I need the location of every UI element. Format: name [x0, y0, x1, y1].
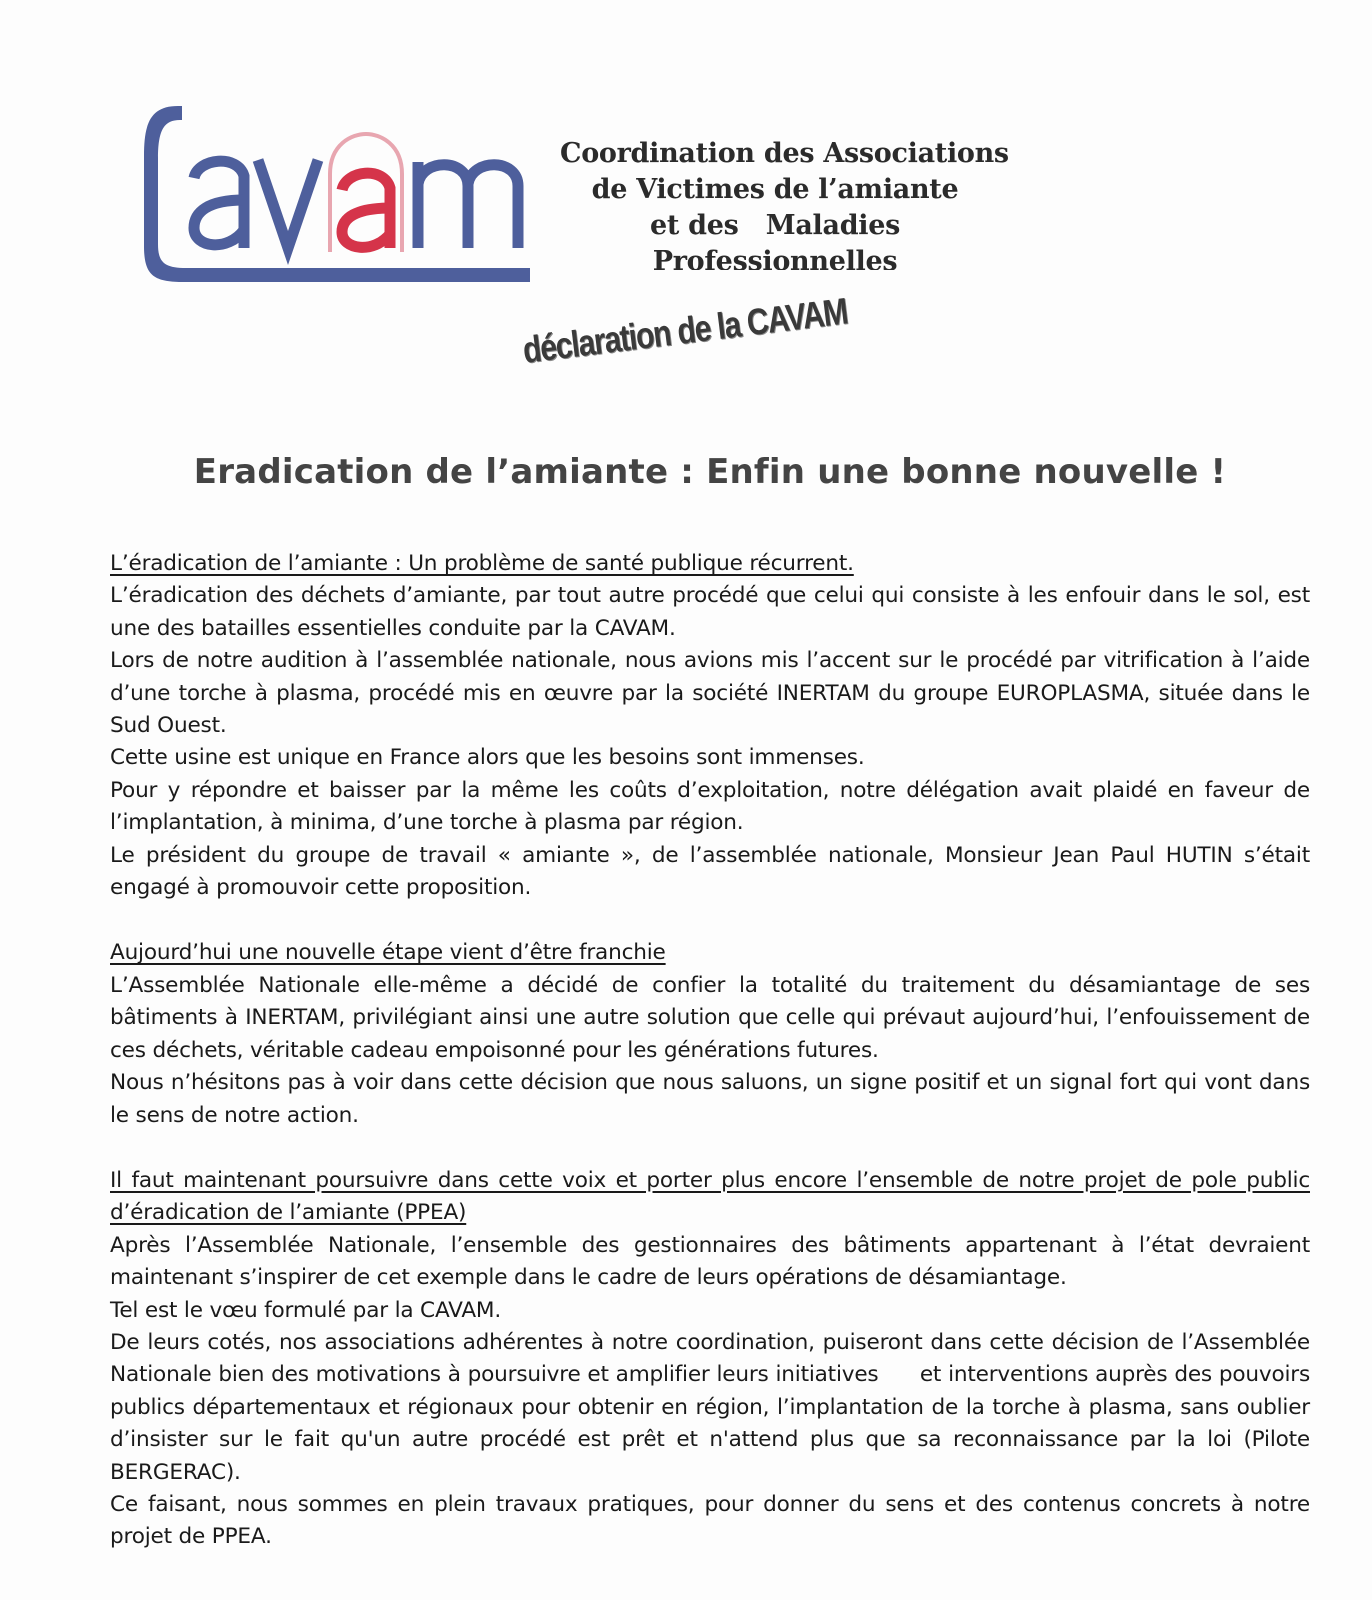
- section-spacer: [110, 1132, 1310, 1165]
- declaration-stamp: déclaration de la CAVAM: [520, 290, 850, 371]
- paragraph: Le président du groupe de travail « amiante », de l’assemblée nationale, Monsieur Jean Paul HUTIN s’était engagé à promouvoir cette proposition.: [110, 842, 1310, 901]
- paragraph: Nous n’hésitons pas à voir dans cette décision que nous saluons, un signe positif et un signal fort qui vont dans le sens de notre action.: [110, 1070, 1310, 1128]
- section: [110, 937, 1310, 1131]
- section-spacer: [110, 904, 1310, 937]
- paragraph: Tel est le vœu formulé par la CAVAM.: [110, 1297, 501, 1323]
- logo-wordmark: [138, 96, 538, 292]
- paragraph: L’éradication des déchets d’amiante, par tout autre procédé que celui qui consiste à les enfouir dans le sol, est une des batailles essentielles conduite par la CAVAM.: [110, 583, 1310, 641]
- organization-name: [560, 136, 1009, 270]
- organization-line: de Victimes de l’amiante: [591, 174, 959, 205]
- organization-line: Professionnelles: [652, 246, 898, 270]
- page-title: Eradication de l’amiante : Enfin une bonne nouvelle !: [193, 452, 1227, 492]
- section-heading: Aujourd’hui une nouvelle étape vient d’être franchie: [110, 940, 666, 966]
- paragraph: Cette usine est unique en France alors que les besoins sont immenses.: [110, 745, 865, 771]
- section: [110, 1165, 1317, 1554]
- section-heading: L’éradication de l’amiante : Un problème de santé publique récurrent.: [110, 551, 854, 576]
- paragraph: Pour y répondre et baisser par la même les coûts d’exploitation, notre délégation avait plaidé en faveur de l’implantation, à minima, d’une torche à plasma par région.: [110, 777, 1310, 836]
- organization-line: et des Maladies: [649, 210, 901, 241]
- paragraph: Lors de notre audition à l’assemblée nationale, nous avions mis l’accent sur le procédé par vitrification à l’aide d’une torche à plasma, procédé mis en œuvre par la société INERTAM du groupe EUROPLASMA, située dans le Sud Ouest.: [110, 648, 1310, 739]
- paragraph: De leurs cotés, nos associations adhérentes à notre coordination, puiseront dans cette décision de l’Assemblée Nationale bien des motivations à poursuivre et amplifier leurs initiatives et interventions auprès des pouvoirs publics départementaux et régionaux pour obtenir en région, l’implantation de la torche à plasma, sans oublier d’insister sur le fait qu'un autre procédé est prêt et n'attend plus que sa reconnaissance par la loi (Pilote BERGERAC).: [110, 1329, 1317, 1485]
- cavam-logo: [138, 96, 538, 292]
- document-body: [110, 548, 1317, 1554]
- paragraph: Après l’Assemblée Nationale, l’ensemble des gestionnaires des bâtiments appartenant à l’état devraient maintenant s’inspirer de cet exemple dans le cadre de leurs opérations de désamiantage.: [110, 1232, 1310, 1291]
- organization-line: Coordination des Associations: [560, 138, 1009, 169]
- section-heading: Il faut maintenant poursuivre dans cette voix et porter plus encore l’ensemble de notre projet de pole public d’éradication de l’amiante (PPEA): [110, 1167, 1310, 1226]
- paragraph: Ce faisant, nous sommes en plein travaux pratiques, pour donner du sens et des contenus concrets à notre projet de PPEA.: [110, 1491, 1310, 1550]
- section: [110, 548, 1310, 904]
- paragraph: L’Assemblée Nationale elle-même a décidé de confier la totalité du traitement du désamiantage de ses bâtiments à INERTAM, privilégiant ainsi une autre solution que celle qui prévaut aujourd’hui, l’enfouissement de ces déchets, véritable cadeau empoisonné pour les générations futures.: [110, 972, 1310, 1063]
